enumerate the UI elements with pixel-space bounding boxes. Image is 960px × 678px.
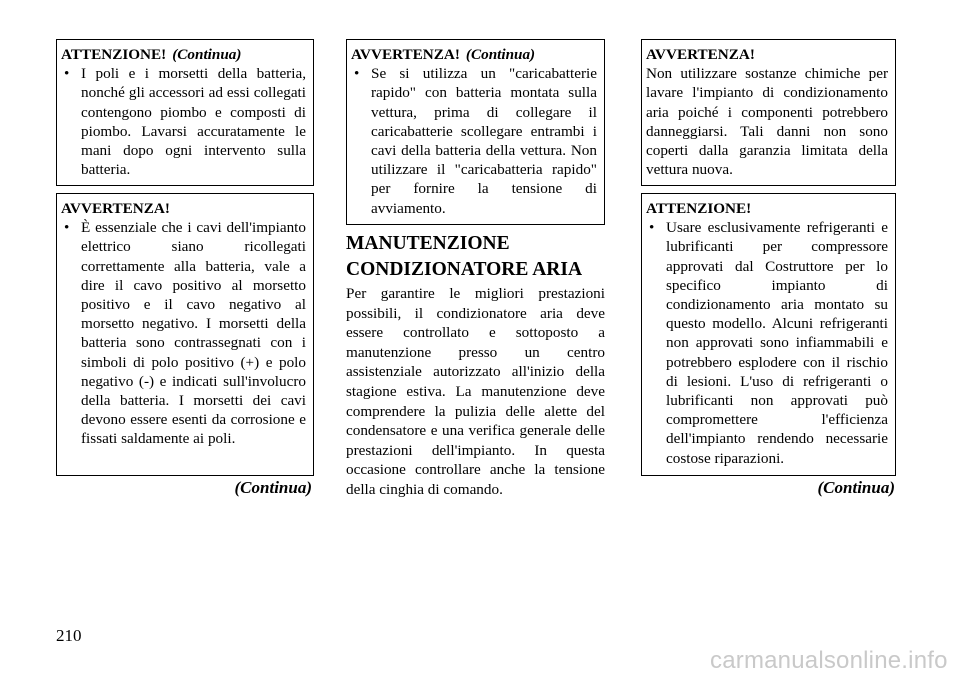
section-body: Per garantire le migliori prestazioni possibili, il condizionatore aria deve essere controllato e sottoposto a manutenzione presso un centro assistenziale autorizzato all'inizio della stagione estiva. La manutenzione deve comprendere la pulizia delle alette del condensatore e una verifica generale delle prestazioni dell'impianto. In questa occasione controllare anche la tensione della cinghia di comando. — [346, 285, 605, 498]
box-title-continued: (Continua) — [465, 46, 536, 63]
warning-box-avvertenza-continued — [346, 39, 605, 225]
box-title: AVVERTENZA! — [646, 46, 755, 63]
box-text: Non utilizzare sostanze chimiche per lavare l'impianto di condizionamento aria poiché i componenti potrebbero danneggiarsi. Tali danni non sono coperti dalla garanzia limitata della vettura nuova. — [646, 65, 888, 179]
box-title-continued: (Continua) — [172, 46, 242, 63]
bullet-item: • Se si utilizza un "caricabatterie rapido" con batteria montata sulla vettura, prima di collegare il caricabatterie scollegare entrambi i cavi della batteria della vettura. Non utilizzare il "caricabatteria rapido" per fornire la tensione di avviamento. — [351, 64, 597, 218]
bullet-item: • È essenziale che i cavi dell'impianto elettrico siano ricollegati correttamente alla batteria, vale a dire il cavo positivo al morsetto positivo e il cavo negativo al morsetto negativo. I morsetti della batteria sono contrassegnati con i simboli di polo positivo (+) e polo negativo (-) e indicati sull'involucro della batteria. I morsetti dei cavi devono essere esenti da corrosione e fissati saldamente ai poli. — [61, 218, 306, 448]
box-title-label: AVVERTENZA! — [351, 46, 460, 63]
continued-label: (Continua) — [817, 478, 895, 497]
bullet-item: • I poli e i morsetti della batteria, nonché gli accessori ad essi collegati contengono piombo e composti di piombo. Lavarsi accuratamente le mani dopo ogni intervento sulla batteria. — [61, 64, 306, 179]
warning-box-attenzione — [641, 193, 896, 476]
watermark: carmanualsonline.info — [710, 647, 948, 674]
continued-label: (Continua) — [234, 478, 312, 497]
bullet-item: • Usare esclusivamente refrigeranti e lubrificanti per compressore approvati dal Costruttore per lo specifico impianto di condizionamento aria montato su questo modello. Alcuni refrigeranti non approvati sono infiammabili e potrebbero esplodere con il rischio di lesioni. L'uso di refrigeranti o lubrificanti non approvati può compromettere l'efficienza dell'impianto rendendo necessarie costose riparazioni. — [646, 218, 888, 468]
section-title: MANUTENZIONE CONDIZIONATORE ARIA — [346, 233, 583, 280]
box-title: ATTENZIONE! — [646, 200, 752, 217]
box-title-label: ATTENZIONE! — [61, 46, 167, 63]
warning-box-avvertenza — [56, 193, 314, 476]
warning-box-attenzione-continued — [56, 39, 314, 186]
box-title — [351, 45, 597, 64]
box-title — [61, 45, 306, 64]
warning-box-avvertenza — [641, 39, 896, 186]
page-number: 210 — [56, 626, 82, 645]
box-title: AVVERTENZA! — [61, 200, 170, 217]
